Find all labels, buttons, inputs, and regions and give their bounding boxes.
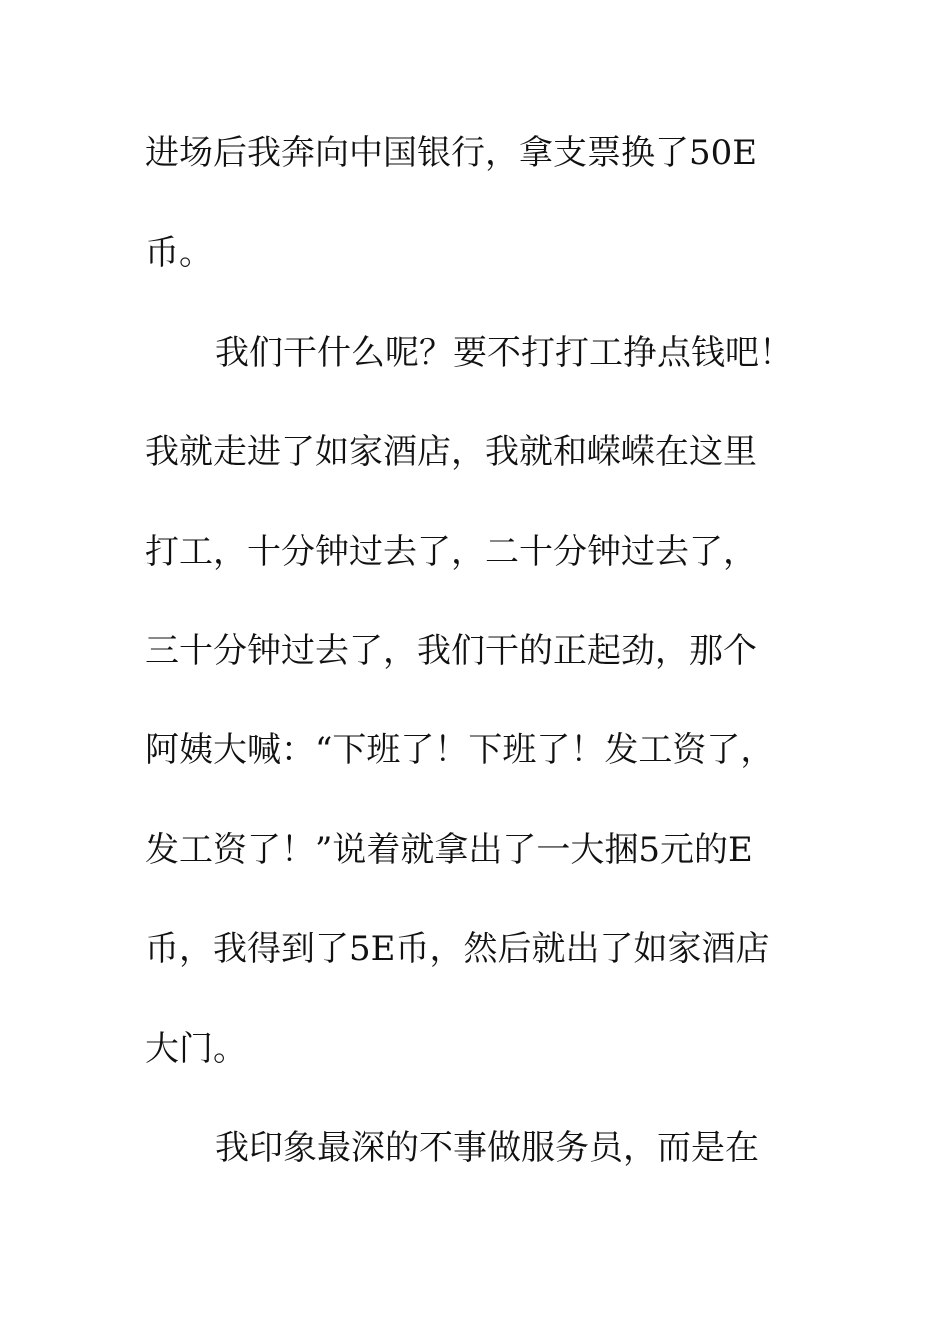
text-line: 进场后我奔向中国银行，拿支票换了50E — [145, 133, 758, 173]
text-line: 币，我得到了5E币，然后就出了如家酒店 — [145, 929, 770, 969]
text-line: 三十分钟过去了，我们干的正起劲，那个 — [145, 631, 757, 671]
text-line: 大门。 — [145, 1029, 247, 1069]
text-line: 我就走进了如家酒店，我就和嵘嵘在这里 — [145, 432, 757, 472]
text-line: 发工资了！”说着就拿出了一大捆5元的E — [145, 830, 753, 870]
text-line: 打工，十分钟过去了，二十分钟过去了， — [145, 532, 757, 572]
paragraph-start-line: 我们干什么呢？要不打打工挣点钱吧！ — [215, 333, 793, 373]
text-line: 阿姨大喊：“下班了！下班了！发工资了， — [145, 730, 775, 770]
text-line: 币。 — [145, 233, 213, 273]
paragraph-start-line: 我印象最深的不事做服务员，而是在 — [215, 1128, 759, 1168]
